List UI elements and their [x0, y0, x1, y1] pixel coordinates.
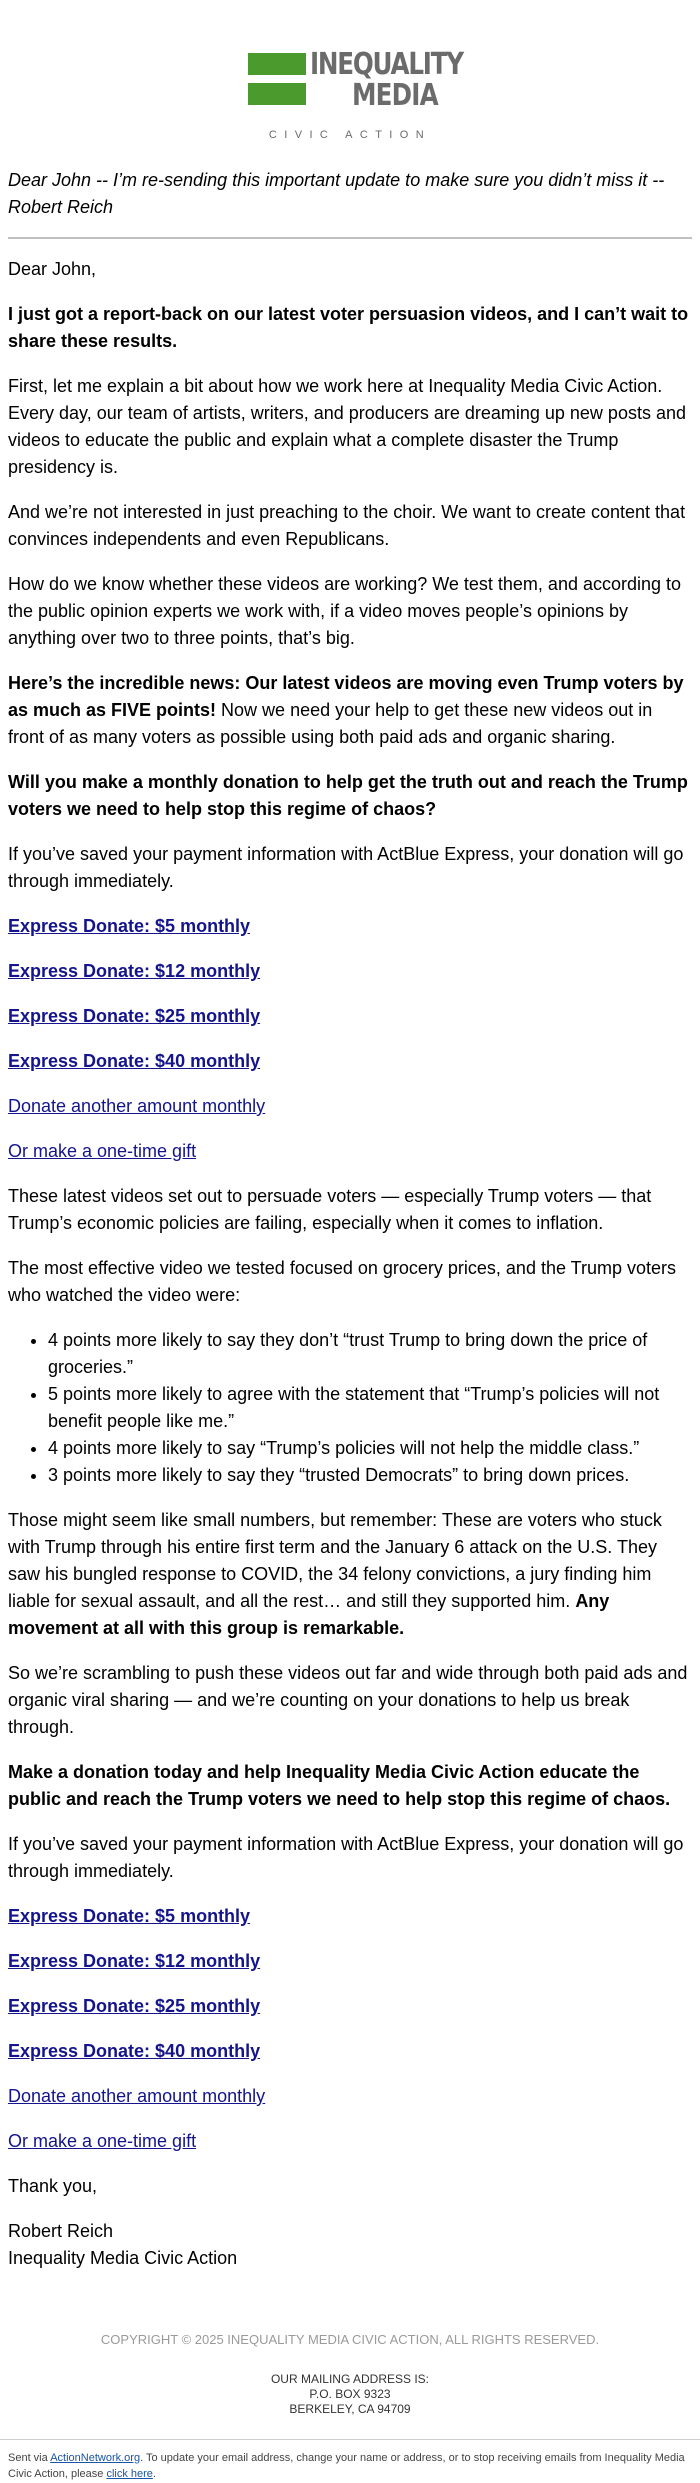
small-numbers-paragraph	[8, 1507, 692, 1642]
ask-paragraph-1	[8, 769, 692, 823]
action-network-link[interactable]: ActionNetwork.org	[50, 2452, 141, 2464]
actblue-paragraph-2: If you’ve saved your payment information with ActBlue Express, your donation will go through immediately.	[8, 1834, 684, 1881]
donate-5-row-2	[8, 1903, 692, 1930]
logo-text-inequality: INEQUALITY	[310, 47, 463, 82]
donate-40-row-1	[8, 1048, 692, 1075]
sent-via-text: Sent via	[8, 2452, 51, 2464]
mailing-po-box: P.O. BOX 9323	[309, 2387, 391, 2401]
actblue-paragraph-1: If you’ve saved your payment information with ActBlue Express, your donation will go through immediately.	[8, 844, 684, 891]
grocery-paragraph: The most effective video we tested focused on grocery prices, and the Trump voters who watched the video were:	[8, 1258, 677, 1305]
donate-once-row-2	[8, 2128, 692, 2155]
express-donate-25-link[interactable]: Express Donate: $25 monthly	[8, 1006, 261, 1026]
list-item: • 4 points more likely to say “Trump’s policies will not help the middle class.”	[48, 1435, 692, 1462]
ask-bold-1: Will you make a monthly donation to help get the truth out and reach the Trump voters we need to help stop this regime of chaos?	[8, 772, 688, 819]
ask-bold-2: Make a donation today and help Inequality Media Civic Action educate the public and reach the Trump voters we need to help stop this regime of chaos.	[8, 1762, 671, 1809]
greeting: Dear John,	[8, 259, 97, 279]
list-item: • 3 points more likely to say they “trusted Democrats” to bring down prices.	[48, 1462, 692, 1489]
list-item: • 4 points more likely to say they don’t “trust Trump to bring down the price of groceries.”	[48, 1327, 692, 1381]
results-list	[8, 1327, 692, 1489]
express-donate-5-link[interactable]: Express Donate: $5 monthly	[8, 916, 251, 936]
express-donate-5-link-2[interactable]: Express Donate: $5 monthly	[8, 1906, 251, 1926]
persuade-paragraph: These latest videos set out to persuade voters — especially Trump voters — that Trump’s economic policies are failing, especially when it comes to inflation.	[8, 1186, 652, 1233]
report-bold: I just got a report-back on our latest voter persuasion videos, and I can’t wait to share these results.	[8, 304, 689, 351]
test-paragraph: How do we know whether these videos are working? We test them, and according to the public opinion experts we work with, if a video moves people’s opinions by anything over two to three points, that’s big.	[8, 574, 682, 648]
header-divider	[8, 237, 692, 239]
mailing-address	[0, 2372, 700, 2417]
donate-40-row-2	[8, 2038, 692, 2065]
logo-text-media: MEDIA	[352, 78, 438, 113]
donate-12-row-1	[8, 958, 692, 985]
one-time-gift-link-2[interactable]: Or make a one-time gift	[8, 2131, 197, 2151]
mailing-label: OUR MAILING ADDRESS IS:	[270, 2372, 430, 2386]
logo-bar-top	[248, 53, 306, 75]
small-numbers-bold: Any movement at all with this group is remarkable.	[8, 1591, 610, 1638]
ask-paragraph-2	[8, 1759, 692, 1813]
donate-25-row-1	[8, 1003, 692, 1030]
express-donate-40-link[interactable]: Express Donate: $40 monthly	[8, 1051, 261, 1071]
email-body	[0, 167, 700, 2272]
donate-5-row-1	[8, 913, 692, 940]
news-bold: Here’s the incredible news: Our latest videos are moving even Trump voters by as much as FIVE points!	[8, 673, 684, 720]
donate-other-amount-link-2[interactable]: Donate another amount monthly	[8, 2086, 266, 2106]
resend-note: Dear John -- I’m re-sending this important update to make sure you didn’t miss it -- Robert Reich	[8, 170, 665, 217]
express-donate-25-link-2[interactable]: Express Donate: $25 monthly	[8, 1996, 261, 2016]
list-item: • 5 points more likely to agree with the statement that “Trump’s policies will not benefit people like me.”	[48, 1381, 692, 1435]
express-donate-12-link[interactable]: Express Donate: $12 monthly	[8, 961, 261, 981]
explain-paragraph: First, let me explain a bit about how we work here at Inequality Media Civic Action. Every day, our team of artists, writers, and producers are dreaming up new posts and videos to educate the public and explain what a complete disaster the Trump presidency is.	[8, 376, 686, 477]
donate-other-row-2	[8, 2083, 692, 2110]
scramble-paragraph: So we’re scrambling to push these videos out far and wide through both paid ads and organic viral sharing — and we’re counting on your donations to help us break through.	[8, 1663, 688, 1737]
logo-bar-bottom	[248, 83, 306, 105]
express-donate-12-link-2[interactable]: Express Donate: $12 monthly	[8, 1951, 261, 1971]
news-rest: Now we need your help to get these new videos out in front of as many voters as possible using both paid ads and organic sharing.	[8, 700, 653, 747]
copyright-notice: COPYRIGHT © 2025 INEQUALITY MEDIA CIVIC ACTION, ALL RIGHTS RESERVED.	[100, 2332, 600, 2347]
inequality-media-logo[interactable]	[248, 47, 463, 141]
click-here-link[interactable]: click here	[106, 2468, 153, 2480]
donate-25-row-2	[8, 1993, 692, 2020]
donate-once-row-1	[8, 1138, 692, 1165]
unsubscribe-notice	[0, 2439, 700, 2482]
donate-12-row-2	[8, 1948, 692, 1975]
one-time-gift-link[interactable]: Or make a one-time gift	[8, 1141, 197, 1161]
express-donate-40-link-2[interactable]: Express Donate: $40 monthly	[8, 2041, 261, 2061]
fine-print-end: .	[152, 2468, 156, 2480]
news-paragraph	[8, 670, 692, 751]
fine-print-text: . To update your email address, change your name or address, or to stop receiving emails from Inequality Media Civic Action, please	[8, 2452, 685, 2480]
report-paragraph	[8, 301, 692, 355]
donate-other-amount-link[interactable]: Donate another amount monthly	[8, 1096, 266, 1116]
mailing-city: BERKELEY, CA 94709	[289, 2402, 411, 2416]
logo-text-civic-action: CIVIC ACTION	[268, 129, 432, 141]
signature	[8, 2218, 692, 2272]
signature-org: Inequality Media Civic Action	[8, 2248, 238, 2268]
choir-paragraph: And we’re not interested in just preaching to the choir. We want to create content that convinces independents and even Republicans.	[8, 502, 686, 549]
thank-you: Thank you,	[8, 2176, 98, 2196]
logo-header	[0, 0, 700, 145]
small-numbers-text: Those might seem like small numbers, but remember: These are voters who stuck with Trump through his entire first term and the January 6 attack on the U.S. They saw his bungled response to COVID, the 34 felony convictions, a jury finding him liable for sexual assault, and all the rest… and still they supported him.	[8, 1510, 662, 1611]
donate-other-row-1	[8, 1093, 692, 1120]
signature-name: Robert Reich	[8, 2221, 114, 2241]
